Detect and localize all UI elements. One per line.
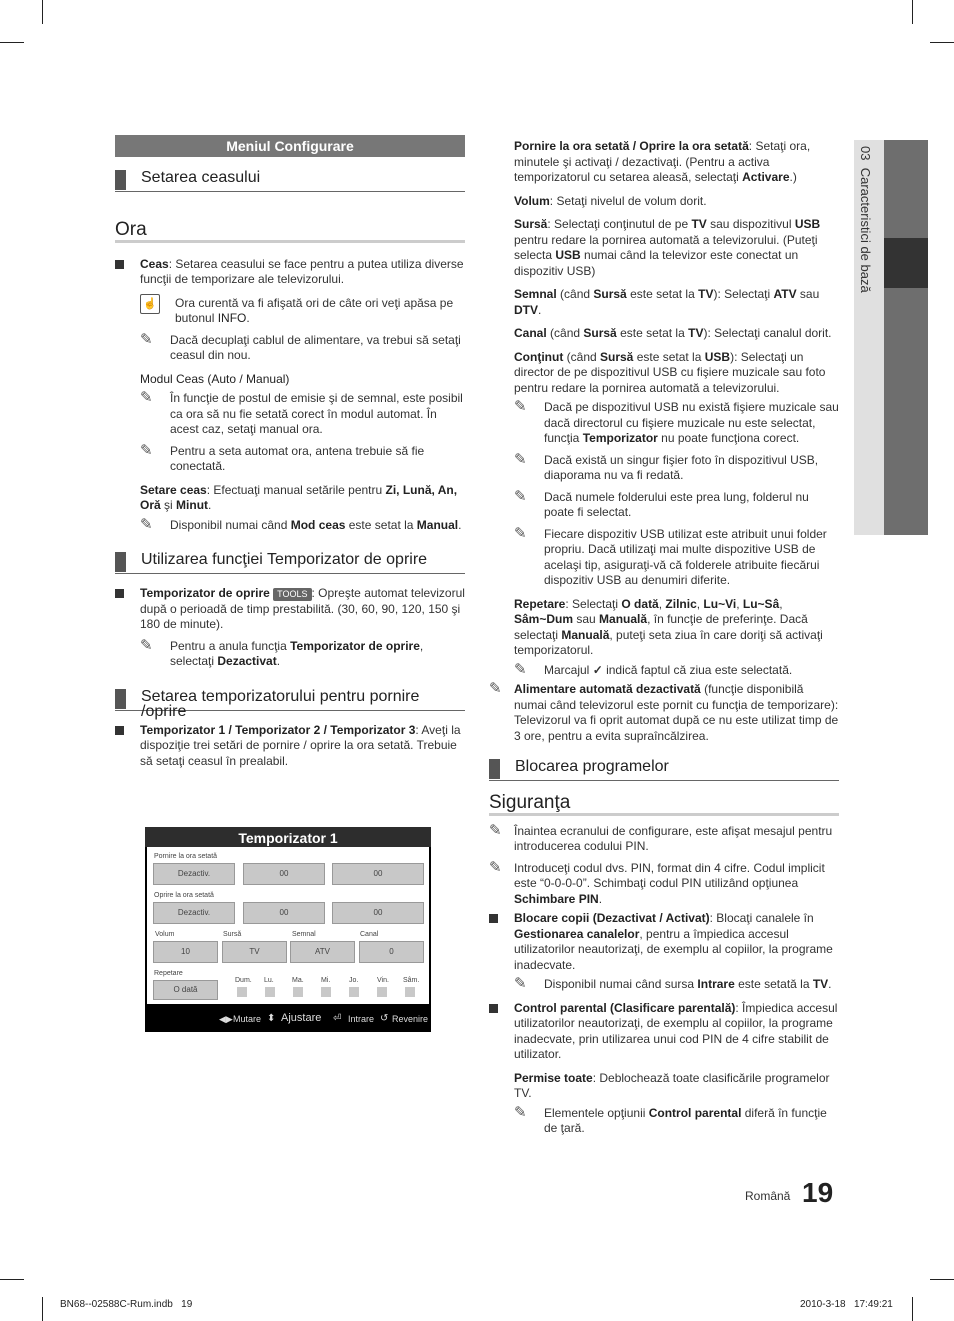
remote-hand-icon: ☝	[140, 294, 160, 314]
note: ✎ Dacă numele folderului este prea lung, folderul nu poate fi selectat.	[514, 487, 809, 519]
bullet-icon	[115, 726, 124, 735]
day-checkbox[interactable]	[349, 987, 359, 997]
setare-ceas-text: Setare ceas: Efectuaţi manual setările pentru Zi, Lună, An, Oră şi Minut.	[140, 482, 458, 512]
day-checkbox[interactable]	[265, 987, 275, 997]
list-item: Ceas: Setarea ceasului se face pentru a putea utiliza diverse funcţii de temporizare ale televizorului.	[115, 257, 465, 288]
pencil-note-icon: ✎	[140, 441, 153, 459]
sursa-label: Sursă	[223, 931, 242, 938]
foot-mutare: Mutare	[233, 1014, 262, 1024]
pencil-note-icon: ✎	[140, 330, 153, 348]
day-checkbox[interactable]	[237, 987, 247, 997]
right-column	[489, 139, 839, 1137]
day-label: Dum.	[235, 977, 252, 984]
page-number: 19	[802, 1177, 834, 1208]
modul-ceas-label: Modul Ceas (Auto / Manual)	[140, 371, 290, 386]
enter-icon: ⏎	[333, 1013, 342, 1024]
day-checkbox[interactable]	[321, 987, 331, 997]
note: ✎ Dacă există un singur fişier foto în dispozitivul USB, diaporama nu va fi redată.	[514, 450, 819, 482]
pencil-note-icon: ✎	[140, 636, 153, 654]
side-chapter-label	[858, 146, 873, 293]
semnal-text: Semnal (când Sursă este setat la TV): Selectaţi ATV sau DTV.	[514, 287, 820, 317]
repetare-label: Repetare	[154, 970, 183, 977]
pornire-select[interactable]: Dezactiv.	[153, 863, 235, 885]
pencil-note-icon: ✎	[514, 487, 527, 505]
pornire-hour[interactable]: 00	[243, 863, 325, 885]
crop-mark	[42, 0, 43, 24]
note: ✎ Alimentare automată dezactivată (funcţie disponibilă numai când televizorul este pornit cu funcţia de temporizare): Televizorul va fi oprit automat după ce nu este utilizat timp de 3 ore, pentru a evita supraîncălzirea.	[489, 680, 839, 743]
pornire-minute[interactable]: 00	[332, 863, 424, 885]
print-footer-date: 2010-3-18 17:49:21	[800, 1299, 893, 1310]
note: ✎ Dacă decuplaţi cablul de alimentare, va trebui să setaţi ceasul din nou.	[140, 330, 461, 362]
pornire-text: Pornire la ora setată / Oprire la ora setată: Setaţi ora, minutele şi activaţi / dezactivaţi. (Pentru a activa temporizatorul cu setarea aleasă, selectaţi Activare.)	[514, 139, 811, 184]
day-label: Lu.	[264, 977, 274, 984]
print-footer-file: BN68--02588C-Rum.indb 19	[60, 1299, 193, 1310]
crop-mark	[42, 1297, 43, 1321]
section-heading: Setarea temporizatorului pentru pornire /oprire	[115, 686, 465, 711]
page-language: Română	[745, 1189, 791, 1203]
note: ✎ Marcajul ✓ indică faptul că ziua este selectată.	[514, 660, 793, 678]
heading-siguranta: Siguranţa	[489, 795, 839, 816]
pencil-note-icon: ✎	[140, 515, 153, 533]
oprire-minute[interactable]: 00	[332, 902, 424, 924]
timer-screen-title: Temporizator 1	[145, 827, 431, 847]
tools-badge: TOOLS	[273, 588, 311, 601]
semnal-field[interactable]: ATV	[290, 941, 355, 963]
volum-field[interactable]: 10	[153, 941, 218, 963]
repetare-select[interactable]: O dată	[153, 980, 218, 1000]
canal-text: Canal (când Sursă este setat la TV): Selectaţi canalul dorit.	[514, 326, 832, 340]
list-item: Temporizator de oprire TOOLS : Opreşte automat televizorul după o perioadă de timp prestabilită. (30, 60, 90, 120, 150 şi 180 de minute).	[115, 586, 465, 633]
crop-mark	[0, 1279, 24, 1280]
return-icon: ↺	[380, 1013, 389, 1024]
foot-ajustare: Ajustare	[281, 1012, 322, 1024]
pornire-label: Pornire la ora setată	[154, 853, 218, 860]
adjust-arrows-icon: ⬍	[267, 1013, 276, 1024]
pencil-note-icon: ✎	[140, 389, 153, 406]
list-item: Temporizator 1 / Temporizator 2 / Temporizator 3: Aveţi la dispoziţie trei setări de pornire / oprire la ora setată. Trebuie să setaţi ceasul în prealabil.	[115, 723, 465, 770]
pencil-note-icon: ✎	[514, 1103, 527, 1121]
note: ✎ Pentru a anula funcţia Temporizator de oprire, selectaţi Dezactivat.	[140, 636, 424, 668]
pencil-note-icon: ✎	[489, 680, 502, 697]
side-tab-dark	[884, 140, 928, 535]
oprire-label: Oprire la ora setată	[154, 892, 214, 899]
pencil-note-icon: ✎	[514, 524, 527, 542]
days-row	[231, 977, 426, 1001]
foot-revenire: Revenire	[392, 1014, 429, 1024]
left-column	[115, 135, 465, 769]
info-note: ☝ Ora curentă va fi afişată ori de câte ori veţi apăsa pe butonul INFO.	[140, 296, 465, 327]
crop-mark	[930, 1279, 954, 1280]
bullet-icon	[115, 260, 124, 269]
note: ✎ Înaintea ecranului de configurare, este afişat mesajul pentru introducerea codului PIN.	[489, 821, 833, 853]
note: ✎ Disponibil numai când sursa Intrare este setată la TV.	[514, 975, 832, 992]
repetare-text: Repetare: Selectaţi O dată, Zilnic, Lu~Vi, Lu~Sâ, Sâm~Dum sau Manuală, în funcţie de preferinţe. Dacă selectaţi Manuală, puteţi seta ziua în care doriţi să activaţi temporizatorul.	[514, 596, 823, 657]
list-item: Control parental (Clasificare parentală): Împiedica accesul utilizatorilor neautorizaţi, de exemplu al copiilor, la programe inadecvate, prin utilizarea unui cod PIN de 4 cifre stabilit de utilizator.	[489, 1001, 839, 1063]
section-heading: Utilizarea funcţiei Temporizator de oprire	[115, 549, 465, 574]
check-mark-icon: ✓	[592, 662, 603, 677]
oprire-hour[interactable]: 00	[243, 902, 325, 924]
day-checkbox[interactable]	[405, 987, 415, 997]
foot-intrare: Intrare	[348, 1014, 375, 1024]
day-label: Vin.	[377, 977, 389, 984]
day-checkbox[interactable]	[377, 987, 387, 997]
timer-screen	[145, 827, 431, 1032]
section-heading: Blocarea programelor	[489, 756, 839, 781]
bullet-icon	[489, 1004, 498, 1013]
note: ✎ Introduceţi codul dvs. PIN, format din 4 cifre. Codul implicit este “0-0-0-0”. Schimbaţi codul PIN utilizând opţiunea Schimbare PIN.	[489, 858, 825, 906]
note: ✎ Disponibil numai când Mod ceas este setat la Manual.	[140, 515, 462, 533]
side-tab-marker	[884, 238, 928, 288]
crop-mark	[930, 42, 954, 43]
note: ✎ Fiecare dispozitiv USB utilizat este atribuit unui folder propriu. Dacă utilizaţi mai multe dispozitive USB de acelaşi tip, asiguraţi-vă că folderele atribuite fiecărui dispozitiv USB au denumiri diferite.	[514, 524, 827, 587]
day-label: Ma.	[292, 977, 304, 984]
bullet-icon	[115, 589, 124, 598]
chapter-number: 03	[858, 146, 873, 161]
day-label: Sâm.	[403, 977, 420, 984]
note: ✎ Dacă pe dispozitivul USB nu există fişiere muzicale sau dacă directorul cu fişiere muzicale nu este selectat, funcţia Temporizator nu poate funcţiona corect.	[514, 398, 839, 445]
volum-label: Volum	[155, 931, 175, 938]
note: ✎ Pentru a seta automat ora, antena trebuie să fie conectată.	[140, 441, 425, 473]
permise-text: Permise toate: Deblochează toate clasificările programelor TV.	[514, 1070, 830, 1100]
timer-screen-footer	[145, 1004, 431, 1032]
oprire-select[interactable]: Dezactiv.	[153, 902, 235, 924]
pencil-note-icon: ✎	[514, 660, 527, 678]
day-label: Jo.	[349, 977, 359, 984]
pencil-note-icon: ✎	[514, 450, 527, 468]
pencil-note-icon: ✎	[514, 398, 527, 415]
note: ✎ În funcţie de postul de emisie şi de semnal, este posibil ca ora să nu fie setată corect în modul automat. În acest caz, setaţi manual ora.	[140, 389, 463, 436]
volum-text: Volum: Setaţi nivelul de volum dorit.	[514, 193, 707, 208]
heading-ora: Ora	[115, 222, 465, 243]
bullet-icon	[489, 914, 498, 923]
continut-text: Conţinut (când Sursă este setat la USB): Selectaţi un director de pe dispozitivul USB cu fişiere muzicale sau foto pentru redare la pornirea automată a televizorului.	[514, 349, 826, 395]
sursa-field[interactable]: TV	[222, 941, 287, 963]
crop-mark	[912, 1297, 913, 1321]
crop-mark	[912, 0, 913, 24]
canal-field[interactable]: 0	[359, 941, 424, 963]
section-heading: Setarea ceasului	[115, 167, 465, 192]
sursa-text: Sursă: Selectaţi conţinutul de pe TV sau dispozitivul USB pentru redare la pornirea automată a televizorului. (Puteţi selecta USB numai când la televizor este conectat un dispozitiv USB)	[514, 217, 821, 278]
canal-label: Canal	[360, 931, 379, 938]
pencil-note-icon: ✎	[489, 821, 502, 839]
day-label: Mi.	[321, 977, 331, 984]
note: ✎ Elementele opţiunii Control parental diferă în funcţie de ţară.	[514, 1103, 827, 1135]
menu-header: Meniul Configurare	[115, 135, 465, 157]
list-item: Blocare copii (Dezactivat / Activat): Blocaţi canalele în Gestionarea canalelor, pentru a împiedica accesul utilizatorilor neautorizaţi, de exemplu al copiilor, la programe inadecvate.	[489, 911, 839, 973]
timer-screen-body	[147, 847, 429, 1004]
pencil-note-icon: ✎	[514, 975, 527, 992]
pencil-note-icon: ✎	[489, 858, 502, 876]
move-arrows-icon: ◀▶	[219, 1014, 233, 1024]
chapter-title: Caracteristici de bază	[858, 167, 873, 293]
crop-mark	[0, 42, 24, 43]
day-checkbox[interactable]	[293, 987, 303, 997]
semnal-label: Semnal	[292, 931, 316, 938]
